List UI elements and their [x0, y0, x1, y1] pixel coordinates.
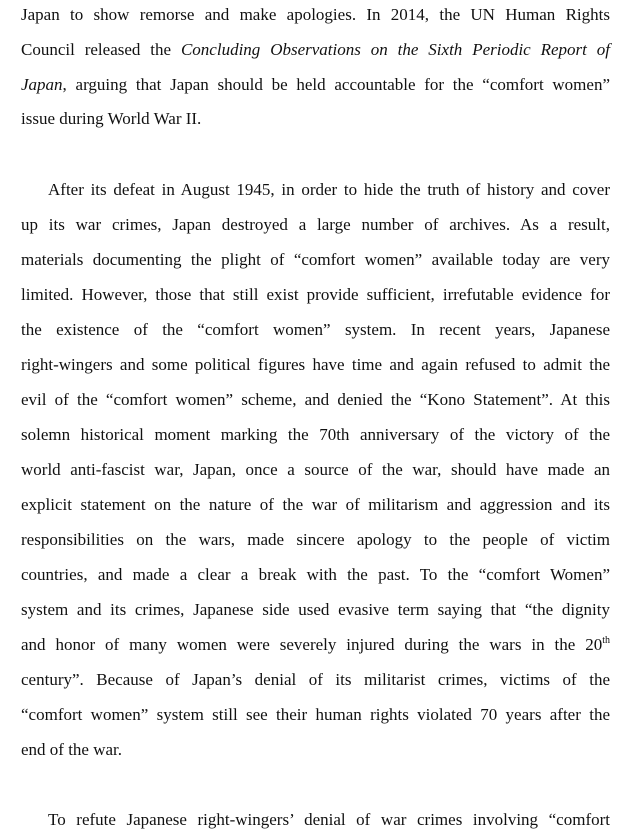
report-title-italic: Japan — [21, 75, 63, 94]
text-line: responsibilities on the wars, made sincere apology to the people of victim — [21, 530, 610, 549]
report-title-italic: Concluding Observations on the Sixth Periodic Report of — [180, 40, 611, 59]
text-line — [21, 38, 610, 62]
text-line: issue during World War II. — [21, 109, 202, 128]
text-line: system and its crimes, Japanese side used evasive term saying that “the dignity — [21, 600, 610, 619]
text-line: up its war crimes, Japan destroyed a large number of archives. As a result, — [21, 215, 610, 234]
text-line: end of the war. — [21, 740, 123, 759]
text-run: and honor of many women were severely injured during the wars in the 20 — [21, 635, 603, 654]
text-line: After its defeat in August 1945, in order to hide the truth of history and cover — [48, 180, 610, 199]
text-line: the existence of the “comfort women” system. In recent years, Japanese — [21, 320, 610, 339]
text-line: world anti-fascist war, Japan, once a source of the war, should have made an — [21, 460, 610, 479]
text-line — [21, 73, 610, 97]
text-line: right-wingers and some political figures have time and again refused to admit the — [21, 355, 610, 374]
text-line: materials documenting the plight of “comfort women” available today are very — [21, 250, 610, 269]
text-line: evil of the “comfort women” scheme, and denied the “Kono Statement”. At this — [21, 390, 610, 409]
text-line: countries, and made a clear a break with the past. To the “comfort Women” — [21, 565, 610, 584]
text-line — [21, 633, 610, 657]
text-line: Japan to show remorse and make apologies. In 2014, the UN Human Rights — [21, 5, 610, 24]
ordinal-superscript: th — [602, 635, 610, 646]
text-line: explicit statement on the nature of the war of militarism and aggression and its — [21, 495, 610, 514]
text-line: solemn historical moment marking the 70th anniversary of the victory of the — [21, 425, 610, 444]
text-line: century”. Because of Japan’s denial of its militarist crimes, victims of the — [21, 670, 610, 689]
text-line: “comfort women” system still see their human rights violated 70 years after the — [21, 705, 610, 724]
text-line: limited. However, those that still exist provide sufficient, irrefutable evidence for — [21, 285, 610, 304]
text-line: To refute Japanese right-wingers’ denial of war crimes involving “comfort — [48, 810, 610, 829]
text-run: Council released the — [21, 40, 181, 59]
text-run: , arguing that Japan should be held accountable for the “comfort women” — [62, 75, 610, 94]
